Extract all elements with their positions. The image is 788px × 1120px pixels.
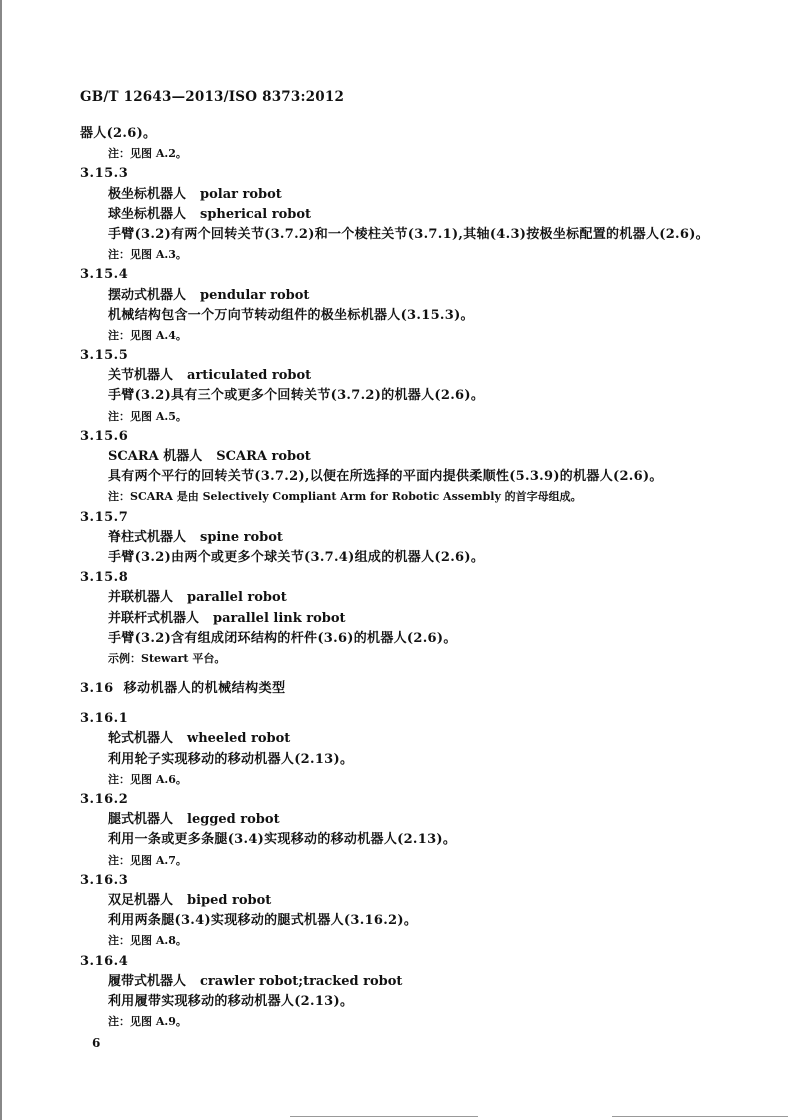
clause-number: 3.16.1: [80, 711, 129, 727]
clause-number: 3.15.7: [80, 509, 129, 525]
term-chinese: 极坐标机器人: [108, 186, 187, 202]
term-chinese: SCARA 机器人: [108, 449, 203, 464]
note: 注：见图 A.3。: [108, 248, 187, 262]
term-entry: [80, 528, 720, 548]
definition: 利用两条腿(3.4)实现移动的腿式机器人(3.16.2)。: [108, 913, 418, 929]
term-entry: [80, 286, 720, 306]
clause-number: 3.16.3: [80, 872, 129, 888]
term-entry: [80, 729, 720, 749]
term-chinese: 并联机器人: [108, 590, 174, 606]
term-entry: [80, 366, 720, 386]
section-title: 移动机器人的机械结构类型: [123, 681, 286, 697]
definition: 利用履带实现移动的移动机器人(2.13)。: [108, 993, 354, 1009]
term-entry: [80, 447, 720, 467]
definition-continuation: 器人(2.6)。: [80, 126, 157, 141]
clause-number: 3.15.5: [80, 348, 129, 364]
definition: 手臂(3.2)有两个回转关节(3.7.2)和一个棱柱关节(3.7.1),其轴(4.3)按极坐标配置的机器人(2.6)。: [108, 226, 709, 242]
section-number: 3.16: [80, 681, 114, 697]
term-entry: [80, 185, 720, 205]
term-english: spherical robot: [200, 206, 312, 222]
definition: 利用轮子实现移动的移动机器人(2.13)。: [108, 751, 354, 767]
term-english: parallel robot: [187, 590, 287, 606]
definition: 手臂(3.2)含有组成闭环结构的杆件(3.6)的机器人(2.6)。: [108, 630, 457, 646]
note: 示例：Stewart 平台。: [108, 651, 226, 665]
scan-bottom-edge-right: [612, 1116, 788, 1117]
clause-number: 3.15.8: [80, 570, 129, 586]
term-entry: [80, 588, 720, 608]
term-entry: [80, 972, 720, 992]
clause-number: 3.15.3: [80, 166, 129, 182]
clause-number: 3.16.2: [80, 792, 129, 807]
clause-number: 3.15.6: [80, 428, 129, 444]
note: 注：见图 A.7。: [108, 853, 187, 867]
term-english: articulated robot: [187, 368, 312, 384]
term-chinese: 脊柱式机器人: [108, 529, 187, 545]
clause-number: 3.15.4: [80, 267, 129, 283]
note: 注：见图 A.6。: [108, 772, 187, 786]
document-body: [80, 124, 720, 1032]
note: 注：见图 A.2。: [108, 147, 187, 161]
note: 注：见图 A.5。: [108, 409, 187, 423]
term-chinese: 履带式机器人: [108, 973, 187, 989]
note: 注：见图 A.4。: [108, 328, 187, 342]
term-chinese: 轮式机器人: [108, 731, 174, 747]
note: 注：见图 A.8。: [108, 934, 187, 948]
document-header: GB/T 12643—2013/ISO 8373:2012: [80, 89, 345, 105]
definition: 具有两个平行的回转关节(3.7.2),以便在所选择的平面内提供柔顺性(5.3.9)的机器人(2.6)。: [108, 469, 663, 485]
page-left-edge: [0, 0, 2, 1120]
definition: 手臂(3.2)具有三个或更多个回转关节(3.7.2)的机器人(2.6)。: [108, 388, 485, 404]
term-entry: [80, 810, 720, 830]
term-english: polar robot: [200, 186, 282, 202]
note: 注：SCARA 是由 Selectively Compliant Arm for Robotic Assembly 的首字母组成。: [108, 490, 582, 504]
term-chinese: 摆动式机器人: [108, 287, 187, 303]
term-english: wheeled robot: [187, 731, 291, 747]
definition: 机械结构包含一个万向节转动组件的极坐标机器人(3.15.3)。: [108, 307, 474, 323]
term-english: crawler robot;tracked robot: [200, 973, 403, 989]
definition: 利用一条或更多条腿(3.4)实现移动的移动机器人(2.13)。: [108, 832, 457, 848]
page-number: 6: [92, 1036, 101, 1050]
spacer: [80, 669, 720, 679]
section-heading: [80, 679, 720, 699]
scan-bottom-edge-left: [290, 1116, 478, 1117]
term-chinese: 并联杆式机器人: [108, 610, 200, 626]
clause-number: 3.16.4: [80, 953, 129, 969]
note: 注：见图 A.9。: [108, 1015, 187, 1029]
spacer: [80, 699, 720, 709]
term-english: legged robot: [187, 812, 280, 828]
term-english: SCARA robot: [216, 449, 311, 464]
term-english: biped robot: [187, 892, 272, 908]
definition: 手臂(3.2)由两个或更多个球关节(3.7.4)组成的机器人(2.6)。: [108, 549, 485, 565]
term-english: spine robot: [200, 529, 283, 545]
term-english: parallel link robot: [213, 610, 346, 626]
term-chinese: 球坐标机器人: [108, 206, 187, 222]
term-chinese: 双足机器人: [108, 892, 174, 908]
term-entry: [80, 609, 720, 629]
term-entry: [80, 205, 720, 225]
term-chinese: 关节机器人: [108, 368, 174, 384]
term-entry: [80, 891, 720, 911]
term-english: pendular robot: [200, 287, 310, 303]
term-chinese: 腿式机器人: [108, 812, 174, 828]
